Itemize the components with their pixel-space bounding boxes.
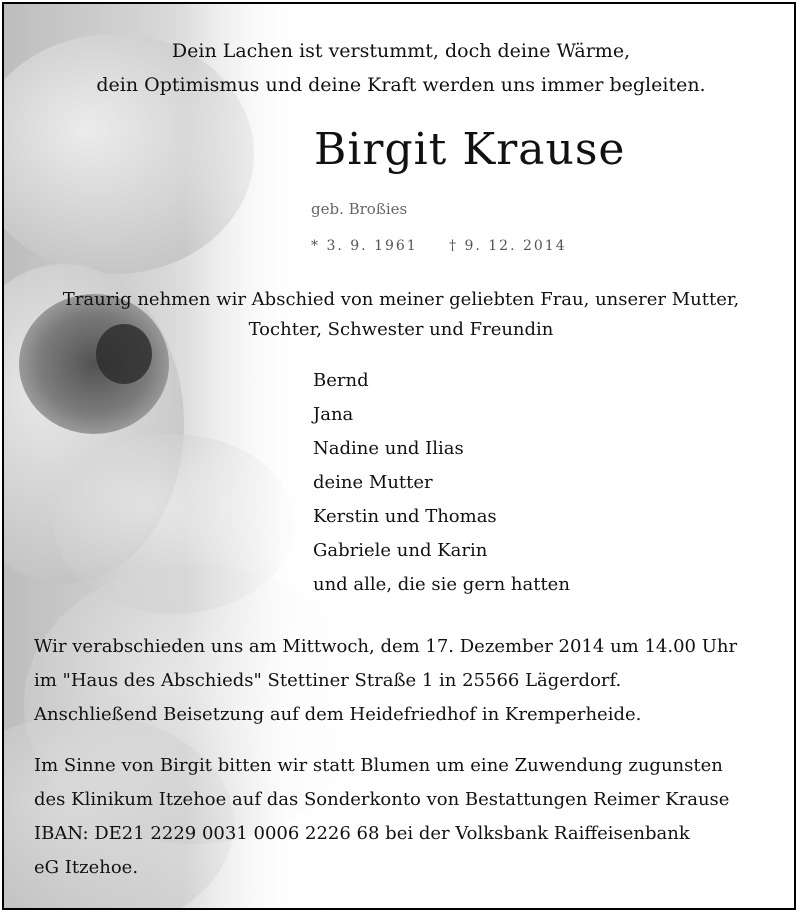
mourner-name: Bernd [313,370,369,391]
funeral-details [34,630,737,732]
donation-line: IBAN: DE21 2229 0031 0006 2226 68 bei der Volksbank Raiffeisenbank [34,823,690,844]
funeral-line: Wir verabschieden uns am Mittwoch, dem 17. Dezember 2014 um 14.00 Uhr [34,636,738,657]
donation-line: des Klinikum Itzehoe auf das Sonderkonto von Bestattungen Reimer Krause [34,789,730,810]
motto-line: dein Optimismus und deine Kraft werden uns immer begleiten. [96,74,706,96]
mourners-list [313,364,570,602]
donation-line: Im Sinne von Birgit bitten wir statt Blumen um eine Zuwendung zugunsten [34,755,723,776]
deceased-name: Birgit Krause [314,124,626,175]
funeral-line: Anschließend Beisetzung auf dem Heidefriedhof in Kremperheide. [34,704,642,725]
born-name: geb. Broßies [311,200,408,218]
motto-quote [4,34,796,102]
donation-request [34,749,729,885]
birth-date: * 3. 9. 1961 [311,238,418,254]
farewell-intro [4,285,796,345]
mourner-name: Jana [313,404,354,425]
mourner-name: und alle, die sie gern hatten [313,574,570,595]
motto-line: Dein Lachen ist verstummt, doch deine Wärme, [171,40,631,62]
notice-text [4,4,796,910]
intro-line: Traurig nehmen wir Abschied von meiner geliebten Frau, unserer Mutter, [62,289,740,310]
donation-line: eG Itzehoe. [34,857,139,878]
mourner-name: deine Mutter [313,472,433,493]
mourner-name: Gabriele und Karin [313,540,488,561]
death-date: † 9. 12. 2014 [449,238,567,254]
intro-line: Tochter, Schwester und Freundin [248,319,554,340]
mourner-name: Kerstin und Thomas [313,506,497,527]
mourner-name: Nadine und Ilias [313,438,464,459]
funeral-line: im "Haus des Abschieds" Stettiner Straße 1 in 25566 Lägerdorf. [34,670,622,691]
obituary-notice [2,2,796,910]
